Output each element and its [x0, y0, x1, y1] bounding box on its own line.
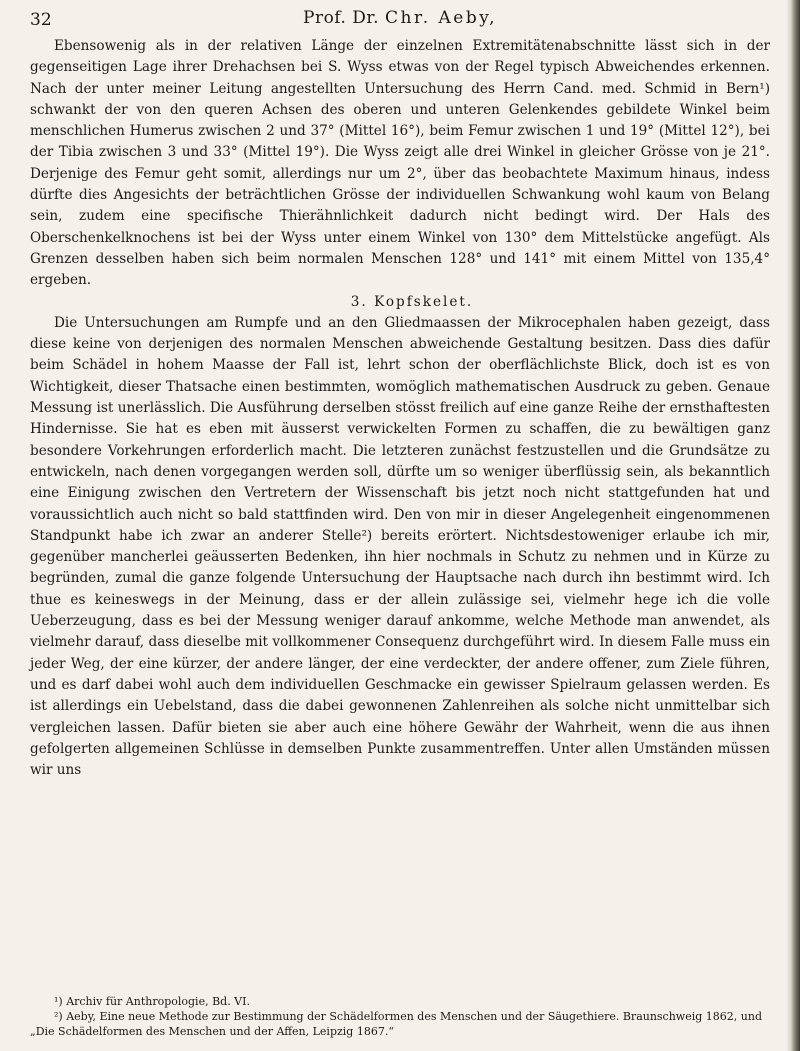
author-prefix: Prof. Dr. — [303, 8, 385, 28]
paragraph-limb-axes: Ebensowenig als in der relativen Länge der einzelnen Extremitätenabschnitte lässt sich in der gegenseitigen Lage ihrer Drehachsen bei S. Wyss etwas von der Regel typisch Abweichendes erkennen. Nach der unter meiner Leitung angestellten Untersuchung des Herrn Cand. med. Schmid in Bern¹) schwankt der von den queren Achsen des oberen und unteren Gelenkendes gebildete Winkel beim menschlichen Humerus zwischen 2 und 37° (Mittel 16°), beim Femur zwischen 1 und 19° (Mittel 12°), bei der Tibia zwischen 3 und 33° (Mittel 19°). Die Wyss zeigt alle drei Winkel in gleicher Grösse von je 21°. Derjenige des Femur geht somit, allerdings nur um 2°, über das beobachtete Maximum hinaus, indess dürfte dies Angesichts der beträchtlichen Grösse der individuellen Schwankung wohl kaum von Belang sein, zudem eine specifische Thierähnlichkeit dadurch nicht bedingt wird. Der Hals des Oberschenkelknochens ist bei der Wyss unter einem Winkel von 130° dem Mittelstücke angefügt. Als Grenzen desselben haben sich beim normalen Menschen 128° und 141° mit einem Mittel von 135,4° ergeben. — [30, 38, 770, 289]
footnotes — [30, 994, 770, 1039]
running-head — [30, 8, 770, 32]
section-heading: 3. Kopfskelet. — [350, 293, 474, 310]
paragraph-skull-measurement: Die Untersuchungen am Rumpfe und an den Gliedmaassen der Mikrocephalen haben gezeigt, dass diese keine von derjenigen des normalen Menschen abweichende Gestaltung besitzen. Dass dies dafür beim Schädel in hohem Maasse der Fall ist, lehrt schon der oberflächlichste Blick, doch ist es von Wichtigkeit, dieser Thatsache einen bestimmten, womöglich mathematischen Ausdruck zu geben. Genaue Messung ist unerlässlich. Die Ausführung derselben stösst freilich auf eine ganze Reihe der ernsthaftesten Hindernisse. Sie hat es eben mit äusserst verwickelten Formen zu schaffen, die zu bewältigen ganz besondere Vorkehrungen erforderlich macht. Die letzteren zunächst festzustellen und die Grundsätze zu entwickeln, nach denen vorgegangen werden soll, dürfte um so weniger überflüssig sein, als bekanntlich eine Einigung zwischen den Vertretern der Wissenschaft bis jetzt noch nicht stattgefunden hat und voraussichtlich auch nicht so bald stattfinden wird. Den von mir in dieser Angelegenheit eingenommenen Standpunkt habe ich zwar an anderer Stelle²) bereits erörtert. Nichtsdestoweniger erlaube ich mir, gegenüber mancherlei geäusserten Bedenken, ihn hier nochmals in Schutz zu nehmen und in Kürze zu begründen, zumal die ganze folgende Untersuchung der Hauptsache nach durch ihn bestimmt wird. Ich thue es keineswegs in der Meinung, dass er der allein zulässige sei, vielmehr hege ich die volle Ueberzeugung, dass es bei der Messung weniger darauf ankomme, welche Methode man anwendet, als vielmehr darauf, dass dieselbe mit vollkommener Consequenz durchgeführt wird. In diesem Falle muss ein jeder Weg, der eine kürzer, der andere länger, der eine verdeckter, der andere offener, zum Ziele führen, und es darf dabei wohl auch dem individuellen Geschmacke ein gewisser Spielraum gelassen werden. Es ist allerdings ein Uebelstand, dass die dabei gewonnenen Zahlenreihen als solche nicht unmittelbar sich vergleichen lassen. Dafür bieten sie aber auch eine höhere Gewähr der Wahrheit, wenn die aus ihnen gefolgerten allgemeinen Schlüsse in demselben Punkte zusammentreffen. Unter allen Umständen müssen wir uns — [30, 314, 770, 779]
author-name: Chr. Aeby, — [385, 8, 497, 28]
running-head-author — [30, 8, 770, 28]
page-binding-edge — [786, 0, 800, 1051]
book-page — [30, 0, 770, 1051]
footnote-2: ²) Aeby, Eine neue Methode zur Bestimmung der Schädelformen des Menschen und der Säugethiere. Braunschweig 1862, und „Die Schädelformen des Menschen und der Affen, Leipzig 1867.“ — [30, 1010, 762, 1038]
page-number: 32 — [30, 10, 52, 30]
footnote-1: ¹) Archiv für Anthropologie, Bd. VI. — [54, 995, 250, 1008]
body-text — [30, 36, 770, 781]
